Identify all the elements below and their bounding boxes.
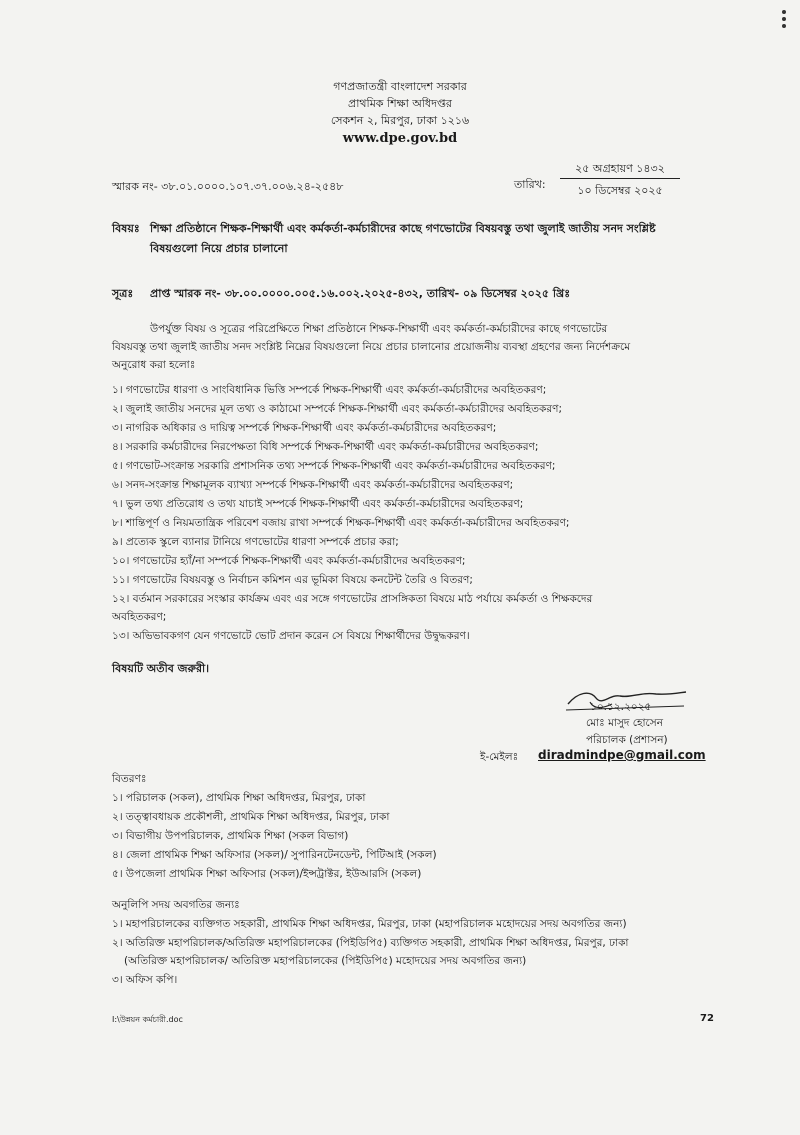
distribution-item: ৩। বিভাগীয় উপপরিচালক, প্রাথমিক শিক্ষা (সকল বিভাগ)	[112, 830, 349, 842]
intro-line-1: উপর্যুক্ত বিষয় ও সূত্রের পরিপ্রেক্ষিতে শিক্ষা প্রতিষ্ঠানে শিক্ষক-শিক্ষার্থী এবং কর্মকর্তা-কর্মচারীদের কাছে গণভোটের	[150, 323, 608, 335]
date-divider	[560, 178, 680, 179]
government-name: গণপ্রজাতন্ত্রী বাংলাদেশ সরকার	[333, 80, 467, 93]
list-item: ২। জুলাই জাতীয় সনদের মূল তথ্য ও কাঠামো সম্পর্কে শিক্ষক-শিক্ষার্থী এবং কর্মকর্তা-কর্মচারীদের অবহিতকরণ;	[112, 403, 563, 415]
list-item: ৫। গণভোট-সংক্রান্ত সরকারি প্রশাসনিক তথ্য সম্পর্কে শিক্ষক-শিক্ষার্থী এবং কর্মকর্তা-কর্মচারীদের অবহিতকরণ;	[112, 460, 556, 472]
list-item: ১৩। অভিভাবকগণ যেন গণভোটে ভোট প্রদান করেন সে বিষয়ে শিক্ষার্থীদের উদ্বুদ্ধকরণ।	[112, 630, 470, 642]
website-link[interactable]: www.dpe.gov.bd	[342, 131, 458, 146]
memo-number: স্মারক নং- ৩৮.০১.০০০০.১০৭.৩৭.০০৬.২৪-২৫৪৮	[112, 180, 344, 193]
more-options-icon[interactable]	[782, 10, 786, 31]
intro-line-2: বিষয়বস্তু তথা জুলাই জাতীয় সনদ সংশ্লিষ্ট নিম্নের বিষয়গুলো নিয়ে প্রচার চালানোর প্রয়োজনীয় ব্যবস্থা গ্রহণের জন্য নির্দেশক্রমে	[112, 341, 631, 353]
date-english: ১০ ডিসেম্বর ২০২৫	[577, 184, 663, 197]
copy-title: অনুলিপি সদয় অবগতির জন্যঃ	[112, 899, 240, 911]
list-item: ১। গণভোটের ধারণা ও সাংবিধানিক ভিত্তি সম্পর্কে শিক্ষক-শিক্ষার্থী এবং কর্মকর্তা-কর্মচারীদের অবহিতকরণ;	[112, 384, 547, 396]
office-address: সেকশন ২, মিরপুর, ঢাকা ১২১৬	[330, 114, 470, 127]
signature-date: ১০.১২.২০২৫	[590, 701, 652, 713]
list-item: ১১। গণভোটের বিষয়বস্তু ও নির্বাচন কমিশন এর ভূমিকা বিষয়ে কনটেন্ট তৈরি ও বিতরণ;	[112, 574, 473, 586]
file-path: I:\উন্নয়ন কর্মচারী.doc	[112, 1015, 183, 1024]
copy-item-continuation: (অতিরিক্ত মহাপরিচালক/ অতিরিক্ত মহাপরিচালকের (পিইডিপি৫) মহোদয়ের সদয় অবগতির জন্য)	[124, 955, 527, 967]
copy-item: ৩। অফিস কপি।	[112, 974, 178, 986]
list-item: ৬। সনদ-সংক্রান্ত শিক্ষামূলক ব্যাখ্যা সম্পর্কে শিক্ষক-শিক্ষার্থী এবং কর্মকর্তা-কর্মচারীদের অবহিতকরণ;	[112, 479, 514, 491]
distribution-item: ৫। উপজেলা প্রাথমিক শিক্ষা অফিসার (সকল)/ইন্সট্রাক্টর, ইউআরসি (সকল)	[112, 868, 422, 880]
distribution-title: বিতরণঃ	[112, 773, 147, 785]
copy-item: ২। অতিরিক্ত মহাপরিচালক/অতিরিক্ত মহাপরিচালকের (পিইডিপি৫) ব্যক্তিগত সহকারী, প্রাথমিক শিক্ষা অধিদপ্তর, মিরপুর, ঢাকা	[112, 937, 629, 949]
signatory-designation: পরিচালক (প্রশাসন)	[586, 734, 668, 746]
list-item-continuation: অবহিতকরণ;	[112, 611, 167, 623]
date-bangla: ২৫ অগ্রহায়ণ ১৪৩২	[575, 162, 665, 175]
distribution-item: ৪। জেলা প্রাথমিক শিক্ষা অফিসার (সকল)/ সুপারিনটেনডেন্ট, পিটিআই (সকল)	[112, 849, 437, 861]
urgent-note: বিষয়টি অতীব জরুরী।	[112, 662, 210, 675]
list-item: ৩। নাগরিক অধিকার ও দায়িত্ব সম্পর্কে শিক্ষক-শিক্ষার্থী এবং কর্মকর্তা-কর্মচারীদের অবহিতকরণ;	[112, 422, 497, 434]
list-item: ১০। গণভোটের হ্যাঁ/না সম্পর্কে শিক্ষক-শিক্ষার্থী এবং কর্মকর্তা-কর্মচারীদের অবহিতকরণ;	[112, 555, 466, 567]
list-item: ৮। শান্তিপূর্ণ ও নিয়মতান্ত্রিক পরিবেশ বজায় রাখা সম্পর্কে শিক্ষক-শিক্ষার্থী এবং কর্মকর্তা-কর্মচারীদের অবহিতকরণ;	[112, 517, 570, 529]
page-number: 72	[700, 1013, 714, 1024]
subject-line-2: বিষয়গুলো নিয়ে প্রচার চালানো	[150, 242, 288, 255]
subject-line-1: শিক্ষা প্রতিষ্ঠানে শিক্ষক-শিক্ষার্থী এবং কর্মকর্তা-কর্মচারীদের কাছে গণভোটের বিষয়বস্তু তথা জুলাই জাতীয় সনদ সংশ্লিষ্ট	[150, 222, 656, 235]
distribution-item: ১। পরিচালক (সকল), প্রাথমিক শিক্ষা অধিদপ্তর, মিরপুর, ঢাকা	[112, 792, 366, 804]
office-name: প্রাথমিক শিক্ষা অধিদপ্তর	[348, 97, 452, 110]
distribution-item: ২। তত্ত্বাবধায়ক প্রকৌশলী, প্রাথমিক শিক্ষা অধিদপ্তর, মিরপুর, ঢাকা	[112, 811, 390, 823]
email-link[interactable]: diradmindpe@gmail.com	[538, 748, 706, 762]
email-label: ই-মেইলঃ	[480, 751, 519, 763]
intro-line-3: অনুরোধ করা হলোঃ	[112, 359, 196, 371]
list-item: ৭। ভুল তথ্য প্রতিরোধ ও তথ্য যাচাই সম্পর্কে শিক্ষক-শিক্ষার্থী এবং কর্মকর্তা-কর্মচারীদের অবহিতকরণ;	[112, 498, 524, 510]
reference-label: সূত্রঃ	[112, 287, 134, 300]
date-label: তারিখ:	[514, 178, 546, 191]
reference-text: প্রাপ্ত স্মারক নং- ৩৮.০০.০০০০.০০৫.১৬.০০২.২০২৫-৪৩২, তারিখ- ০৯ ডিসেম্বর ২০২৫ খ্রিঃ	[150, 287, 571, 300]
subject-label: বিষয়ঃ	[112, 222, 140, 235]
list-item: ৪। সরকারি কর্মচারীদের নিরপেক্ষতা বিধি সম্পর্কে শিক্ষক-শিক্ষার্থী এবং কর্মকর্তা-কর্মচারীদের অবহিতকরণ;	[112, 441, 539, 453]
list-item: ৯। প্রত্যেক স্কুলে ব্যানার টানিয়ে গণভোটের ধারণা সম্পর্কে প্রচার করা;	[112, 536, 399, 548]
copy-item: ১। মহাপরিচালকের ব্যক্তিগত সহকারী, প্রাথমিক শিক্ষা অধিদপ্তর, মিরপুর, ঢাকা (মহাপরিচালক মহোদয়ের সদয় অবগতির জন্য)	[112, 918, 627, 930]
signatory-name: মোঃ মাসুদ হোসেন	[586, 717, 663, 729]
list-item: ১২। বর্তমান সরকারের সংস্কার কার্যক্রম এবং এর সঙ্গে গণভোটের প্রাসঙ্গিকতা বিষয়ে মাঠ পর্যায়ে কর্মকর্তা ও শিক্ষকদের	[112, 593, 593, 605]
